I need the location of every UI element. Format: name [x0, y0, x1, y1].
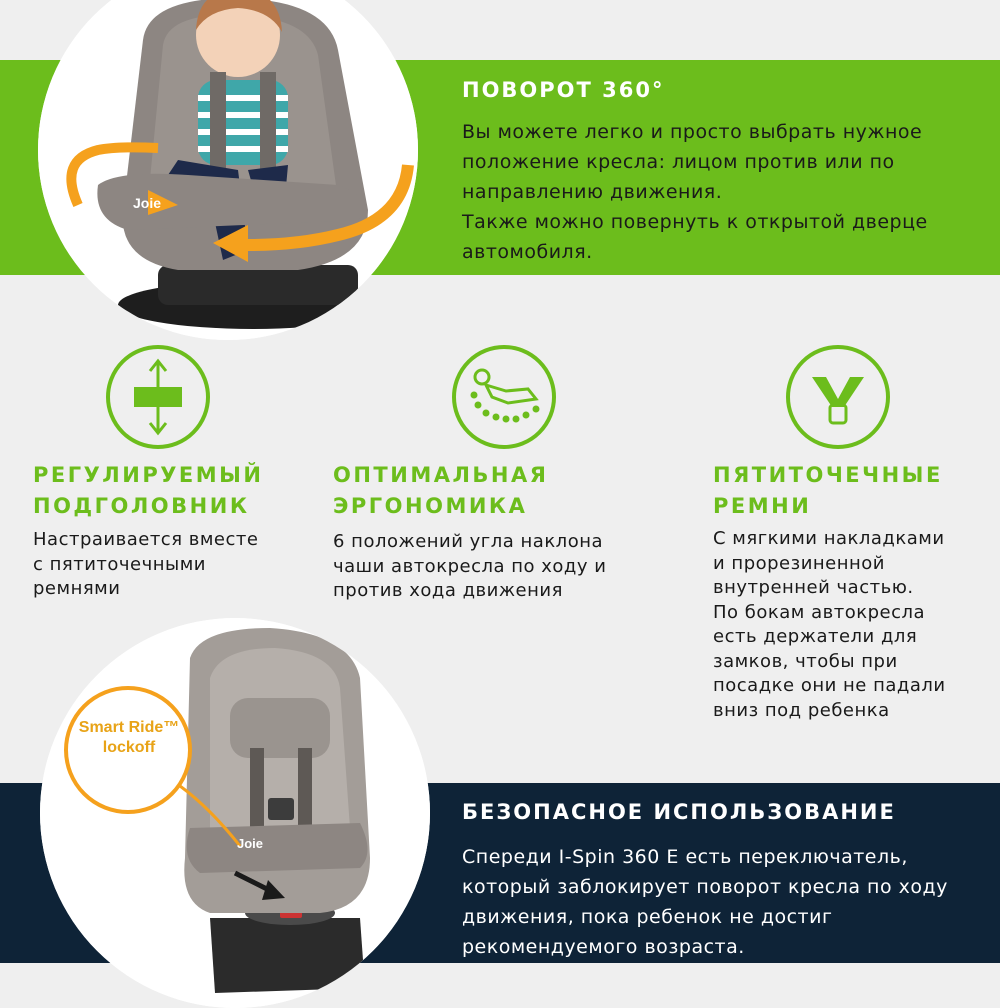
- five-point-harness-icon: [786, 345, 890, 449]
- feature-body-line: внутренней частью.: [713, 577, 914, 598]
- feature-title-line: РЕГУЛИРУЕМЫЙ: [33, 463, 264, 487]
- feature-body-line: есть держатели для: [713, 626, 918, 647]
- feature-title-harness: [713, 460, 943, 522]
- feature-title-line: ЭРГОНОМИКА: [333, 494, 528, 518]
- feature-title-line: ПОДГОЛОВНИК: [33, 494, 250, 518]
- feature-body-line: 6 положений угла наклона: [333, 531, 604, 552]
- car-seat-illustration: [40, 618, 430, 1008]
- feature-title-line: ОПТИМАЛЬНАЯ: [333, 463, 549, 487]
- feature-body-harness: [713, 527, 946, 723]
- ergonomic-recline-icon: [452, 345, 556, 449]
- rotation-photo: [38, 0, 418, 340]
- feature-body-line: С мягкими накладками: [713, 528, 945, 549]
- feature-title-line: РЕМНИ: [713, 494, 812, 518]
- rotation-line: направлению движения.: [462, 181, 723, 203]
- brand-logo: Joie: [133, 195, 162, 211]
- brand-logo: Joie: [237, 836, 264, 851]
- rotation-description: [462, 117, 992, 267]
- feature-body-ergonomics: [333, 530, 606, 604]
- feature-body-line: Настраивается вместе: [33, 529, 259, 550]
- feature-body-line: с пятиточечными: [33, 553, 206, 575]
- rotation-title: ПОВОРОТ 360°: [462, 78, 665, 102]
- feature-body-line: чаши автокресла по ходу и: [333, 555, 607, 577]
- lockoff-label: [66, 718, 192, 758]
- feature-body-line: против хода движения: [333, 580, 563, 601]
- lockoff-label-line: Smart Ride™: [78, 719, 180, 736]
- feature-body-line: и прорезиненной: [713, 552, 885, 574]
- feature-title-headrest: [33, 460, 263, 522]
- lockoff-label-line: lockoff: [102, 739, 156, 756]
- safety-title: БЕЗОПАСНОЕ ИСПОЛЬЗОВАНИЕ: [462, 800, 896, 824]
- rotation-line: автомобиля.: [462, 241, 593, 263]
- rotation-line: положение кресла: лицом против или по: [462, 151, 895, 173]
- safety-line: движения, пока ребенок не достиг: [462, 906, 833, 928]
- feature-body-line: По бокам автокресла: [713, 601, 926, 623]
- feature-body-line: вниз под ребенка: [713, 699, 890, 721]
- feature-body-line: посадке они не падали: [713, 675, 946, 696]
- safety-photo: [40, 618, 430, 1008]
- safety-line: рекомендуемого возраста.: [462, 936, 745, 958]
- safety-line: Спереди I-Spin 360 E есть переключатель,: [462, 846, 908, 868]
- headrest-adjust-icon: [106, 345, 210, 449]
- feature-body-line: ремнями: [33, 578, 121, 599]
- child-seat-illustration: [38, 0, 418, 340]
- rotation-line: Также можно повернуть к открытой дверце: [462, 211, 928, 233]
- feature-title-ergonomics: [333, 460, 548, 522]
- rotation-line: Вы можете легко и просто выбрать нужное: [462, 121, 923, 143]
- feature-body-headrest: [33, 528, 258, 602]
- safety-description: [462, 842, 992, 962]
- safety-line: который заблокирует поворот кресла по ходу: [462, 876, 948, 898]
- feature-title-line: ПЯТИТОЧЕЧНЫЕ: [713, 463, 943, 487]
- feature-body-line: замков, чтобы при: [713, 650, 898, 672]
